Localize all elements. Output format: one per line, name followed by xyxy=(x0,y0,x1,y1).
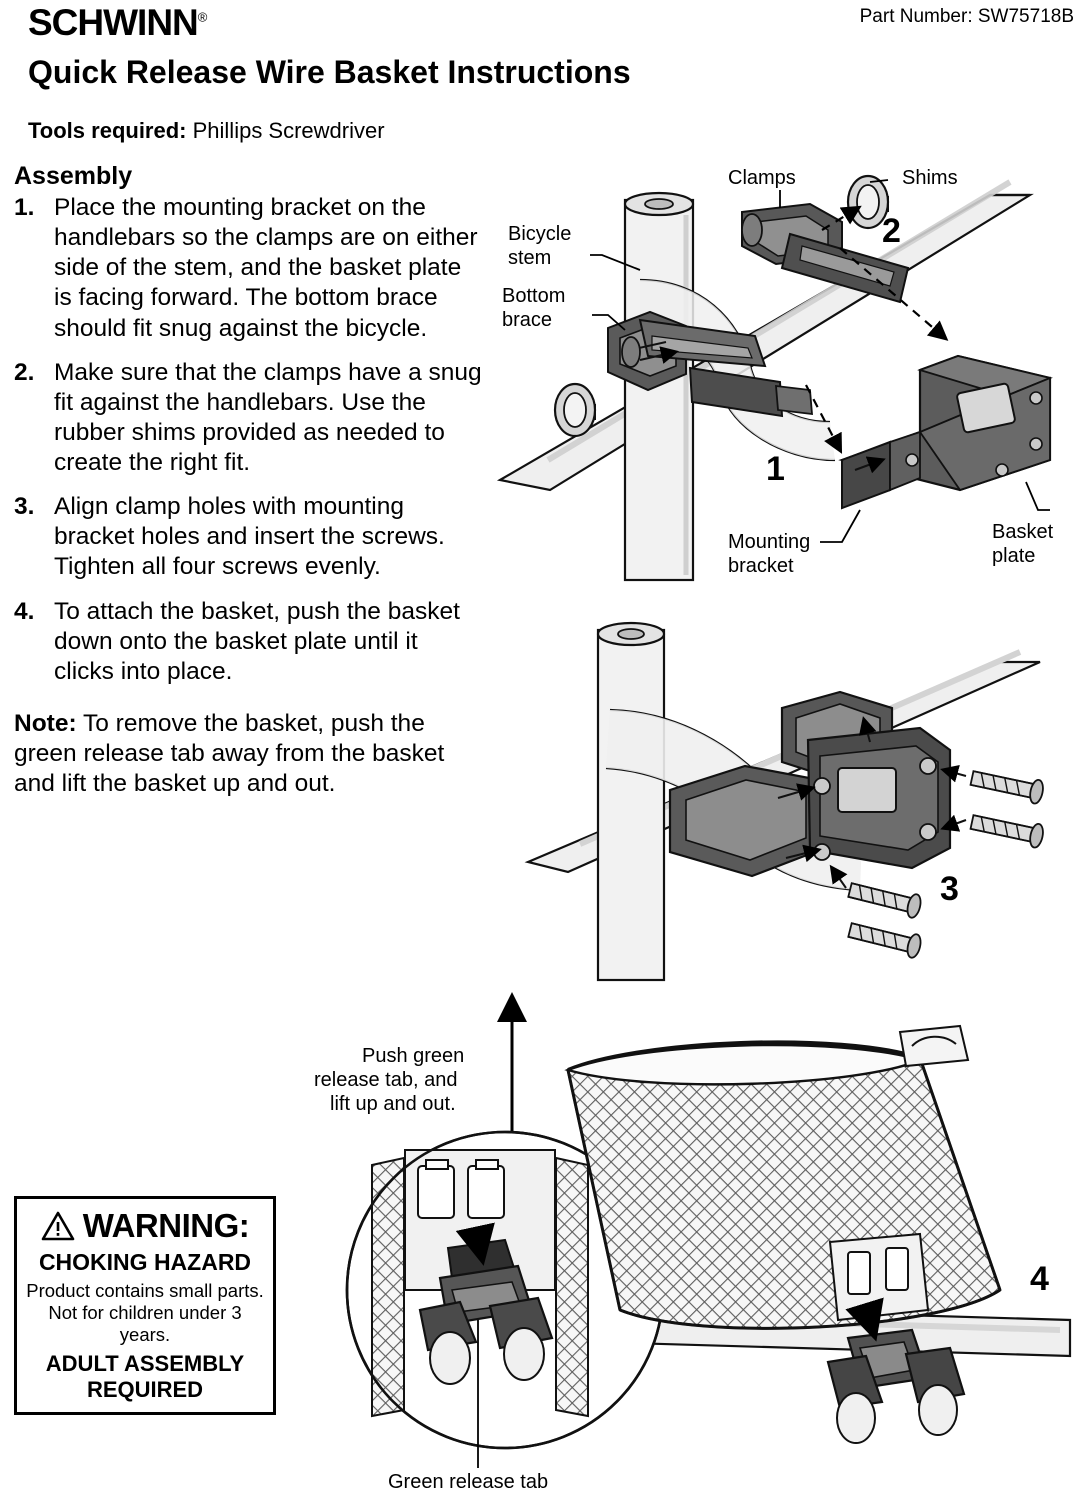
warning-triangle-icon xyxy=(41,1211,75,1241)
tools-required-value: Phillips Screwdriver xyxy=(192,118,385,143)
figure-2-screw-installation xyxy=(520,600,1085,990)
figure-3-step-number: 4 xyxy=(1030,1260,1049,1298)
warning-box xyxy=(14,1196,276,1415)
label-clamps: Clamps xyxy=(728,167,796,189)
assembly-step-3 xyxy=(14,492,484,582)
warning-body: Product contains small parts. Not for children under 3 years. xyxy=(26,1280,264,1345)
assembly-step-1 xyxy=(14,193,484,344)
assembly-step-2 xyxy=(14,358,484,479)
mounting-bracket-basket-plate-illustration xyxy=(842,356,1050,508)
label-basket-plate-2: plate xyxy=(992,545,1036,567)
assembly-step-4 xyxy=(14,597,484,687)
step-number: 3. xyxy=(14,493,35,521)
warning-footer-line1: ADULT ASSEMBLY xyxy=(45,1351,245,1377)
figure-2-step-number: 3 xyxy=(940,870,959,908)
page-title: Quick Release Wire Basket Instructions xyxy=(28,54,631,90)
step-number: 1. xyxy=(14,194,35,221)
callout-line-2: release tab, and xyxy=(314,1069,458,1091)
step-number: 4. xyxy=(14,597,35,625)
label-bottom-brace-2: brace xyxy=(502,309,553,331)
label-mounting-bracket-2: bracket xyxy=(728,555,794,577)
tools-required xyxy=(28,118,385,144)
note-label: Note: xyxy=(14,709,77,737)
step-text: Make sure that the clamps have a snug fit against the handlebars. Use the rubber shims provided as needed to create the right fit. xyxy=(54,358,482,476)
bicycle-stem-illustration xyxy=(625,193,693,580)
tools-required-label: Tools required: xyxy=(28,118,187,143)
label-bicycle-stem-2: stem xyxy=(508,247,552,269)
label-bottom-brace-1: Bottom xyxy=(502,285,566,307)
warning-header xyxy=(23,1207,267,1245)
figure-3-basket-release xyxy=(300,990,1085,1500)
shim-ring-bottom-illustration xyxy=(555,384,595,436)
note-text: To remove the basket, push the green release tab away from the basket and lift the basket up and out. xyxy=(14,709,445,798)
figure-1-step-2-number: 2 xyxy=(882,212,901,250)
label-green-release-tab: Green release tab xyxy=(388,1471,549,1493)
registered-mark: ® xyxy=(197,9,207,25)
step-text: Place the mounting bracket on the handlebars so the clamps are on either side of the stem, and the basket plate is facing forward. The bottom brace should fit snug against the bicycle. xyxy=(54,194,478,342)
step-text: Align clamp holes with mounting bracket holes and insert the screws. Tighten all four screws evenly. xyxy=(54,493,445,581)
figure-1-step-1-number: 1 xyxy=(766,450,785,488)
bicycle-stem-illustration-2 xyxy=(598,623,664,980)
assembly-heading: Assembly xyxy=(14,162,133,190)
warning-footer xyxy=(23,1351,267,1402)
callout-line-3: lift up and out. xyxy=(330,1093,456,1115)
brand-name: SCHWINN xyxy=(28,2,198,43)
step-number: 2. xyxy=(14,358,35,386)
removal-note xyxy=(14,709,484,799)
warning-footer-line2: REQUIRED xyxy=(86,1376,204,1402)
assembly-instructions xyxy=(14,162,484,799)
part-number: Part Number: SW75718B xyxy=(859,6,1074,27)
label-shims: Shims xyxy=(902,167,958,189)
step-text: To attach the basket, push the basket down onto the basket plate until it clicks into place. xyxy=(54,597,460,685)
warning-word: WARNING: xyxy=(82,1207,250,1244)
label-bicycle-stem-1: Bicycle xyxy=(508,223,572,245)
callout-line-1: Push green xyxy=(362,1045,465,1067)
brand-logo xyxy=(28,2,206,44)
warning-subtitle: CHOKING HAZARD xyxy=(38,1249,252,1275)
figure-1-mounting-bracket xyxy=(490,160,1085,600)
label-mounting-bracket-1: Mounting xyxy=(728,531,811,553)
label-basket-plate-1: Basket xyxy=(992,521,1054,543)
